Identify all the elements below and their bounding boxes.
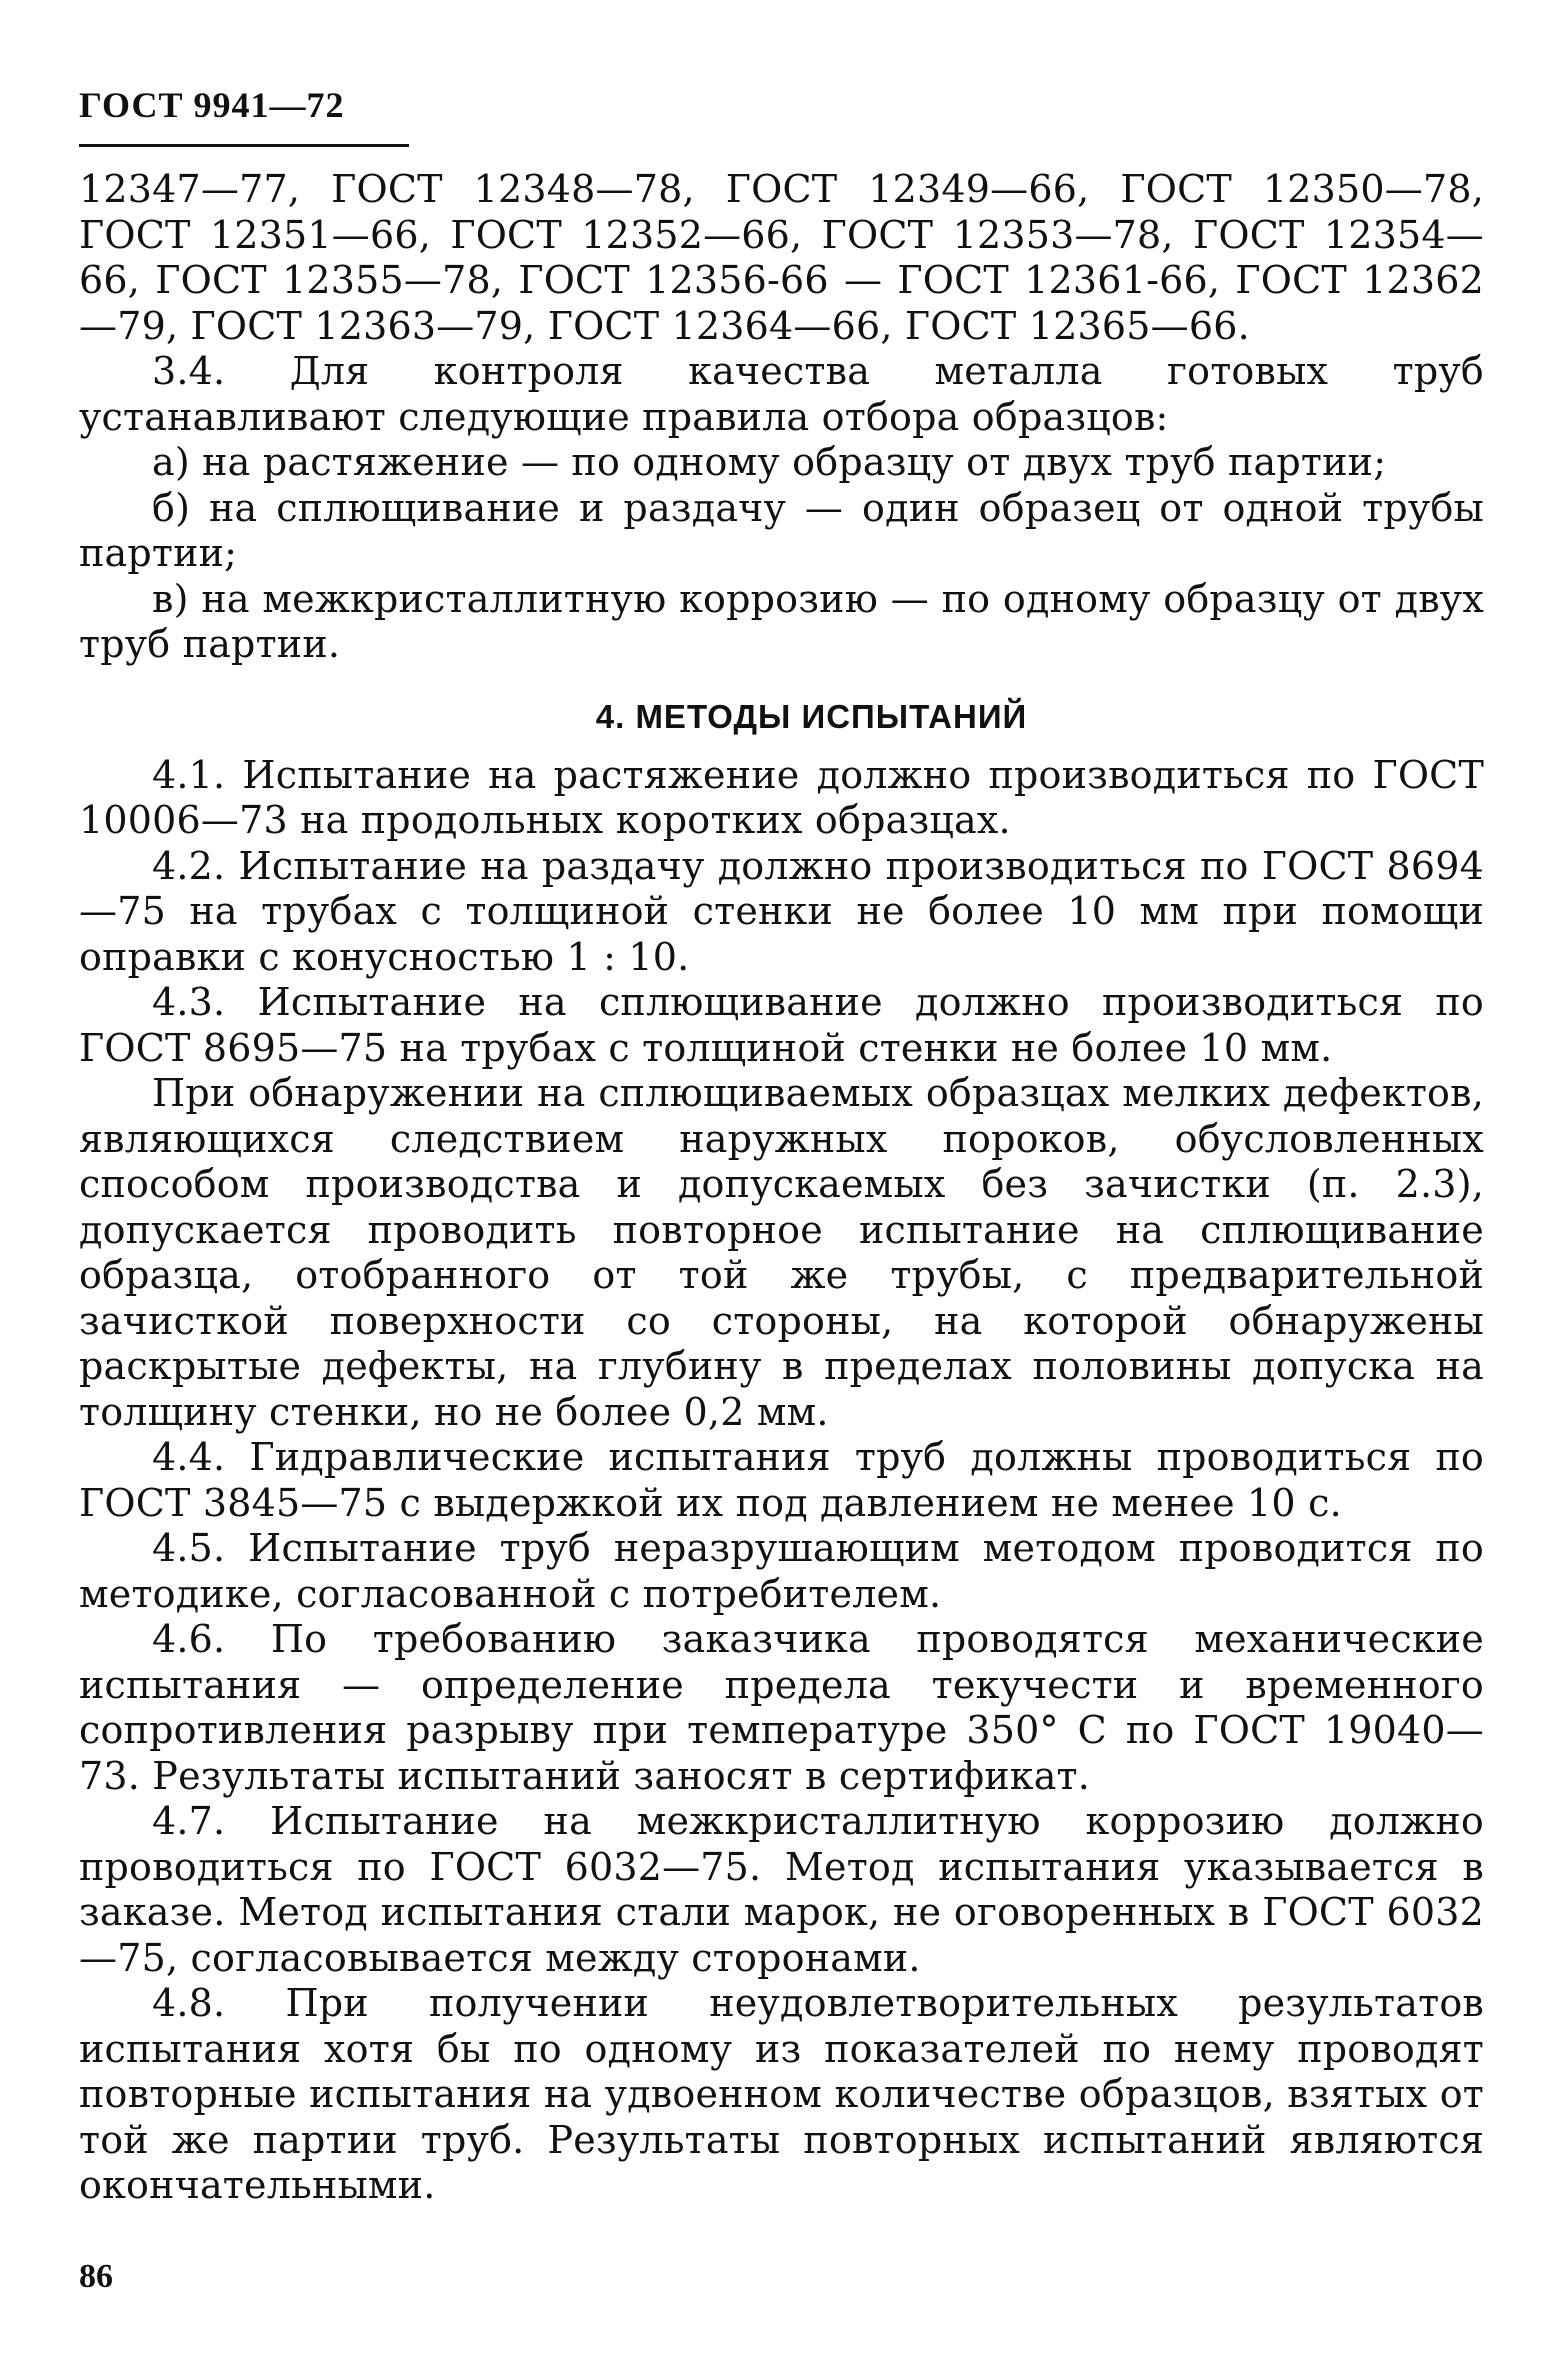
document-page xyxy=(79,84,1484,2209)
top-text-block xyxy=(79,167,1484,668)
paragraph-standards-list: 12347—77, ГОСТ 12348—78, ГОСТ 12349—66, ГОСТ 12350—78, ГОСТ 12351—66, ГОСТ 12352—66, ГОСТ 12353—78, ГОСТ 12354—66, ГОСТ 12355—78, ГОСТ 12356-66 — ГОСТ 12361-66, ГОСТ 12362—79, ГОСТ 12363—79, ГОСТ 12364—66, ГОСТ 12365—66. xyxy=(79,167,1484,348)
paragraph-4-2: 4.2. Испытание на раздачу должно производиться по ГОСТ 8694—75 на трубах с толщиной стенки не более 10 мм при помощи оправки с конусностью 1 : 10. xyxy=(79,843,1484,979)
section-4-text-block xyxy=(79,753,1484,2209)
paragraph-3-4-b: б) на сплющивание и раздачу — один образец от одной трубы партии; xyxy=(79,485,1484,575)
document-header: ГОСТ 9941—72 xyxy=(79,84,409,147)
paragraph-4-3-note: При обнаружении на сплющиваемых образцах мелких дефектов, являющихся следствием наружных пороков, обусловленных способом производства и допускаемых без зачистки (п. 2.3), допускается проводить повторное испытание на сплющивание образца, отобранного от той же трубы, с предварительной зачисткой поверхности со стороны, на которой обнаружены раскрытые дефекты, на глубину в пределах половины допуска на толщину стенки, но не более 0,2 мм. xyxy=(79,1071,1484,1434)
page-number: 86 xyxy=(79,2258,113,2295)
paragraph-4-6: 4.6. По требованию заказчика проводятся механические испытания — определение предела текучести и временного сопротивления разрыву при температуре 350° С по ГОСТ 19040—73. Результаты испытаний заносят в сертификат. xyxy=(79,1617,1484,1798)
paragraph-4-7: 4.7. Испытание на межкристаллитную коррозию должно проводиться по ГОСТ 6032—75. Метод испытания указывается в заказе. Метод испытания стали марок, не оговоренных в ГОСТ 6032—75, согласовывается между сторонами. xyxy=(79,1799,1484,1980)
paragraph-4-3: 4.3. Испытание на сплющивание должно производиться по ГОСТ 8695—75 на трубах с толщиной стенки не более 10 мм. xyxy=(79,980,1484,1070)
paragraph-4-4: 4.4. Гидравлические испытания труб должны проводиться по ГОСТ 3845—75 с выдержкой их под давлением не менее 10 с. xyxy=(79,1435,1484,1525)
paragraph-4-1: 4.1. Испытание на растяжение должно производиться по ГОСТ 10006—73 на продольных коротких образцах. xyxy=(79,752,1484,842)
paragraph-4-8: 4.8. При получении неудовлетворительных результатов испытания хотя бы по одному из показателей по нему проводят повторные испытания на удвоенном количестве образцов, взятых от той же партии труб. Результаты повторных испытаний являются окончательными. xyxy=(79,1981,1484,2207)
section-title: 4. МЕТОДЫ ИСПЫТАНИЙ xyxy=(595,697,1028,735)
paragraph-3-4-a: а) на растяжение — по одному образцу от двух труб партии; xyxy=(152,440,1387,484)
paragraph-3-4-v: в) на межкристаллитную коррозию — по одному образцу от двух труб партии. xyxy=(79,576,1484,666)
paragraph-3-4: 3.4. Для контроля качества металла готовых труб устанавливают следующие правила отбора образцов: xyxy=(79,349,1484,439)
paragraph-4-5: 4.5. Испытание труб неразрушающим методом проводится по методике, согласованной с потребителем. xyxy=(79,1526,1484,1616)
